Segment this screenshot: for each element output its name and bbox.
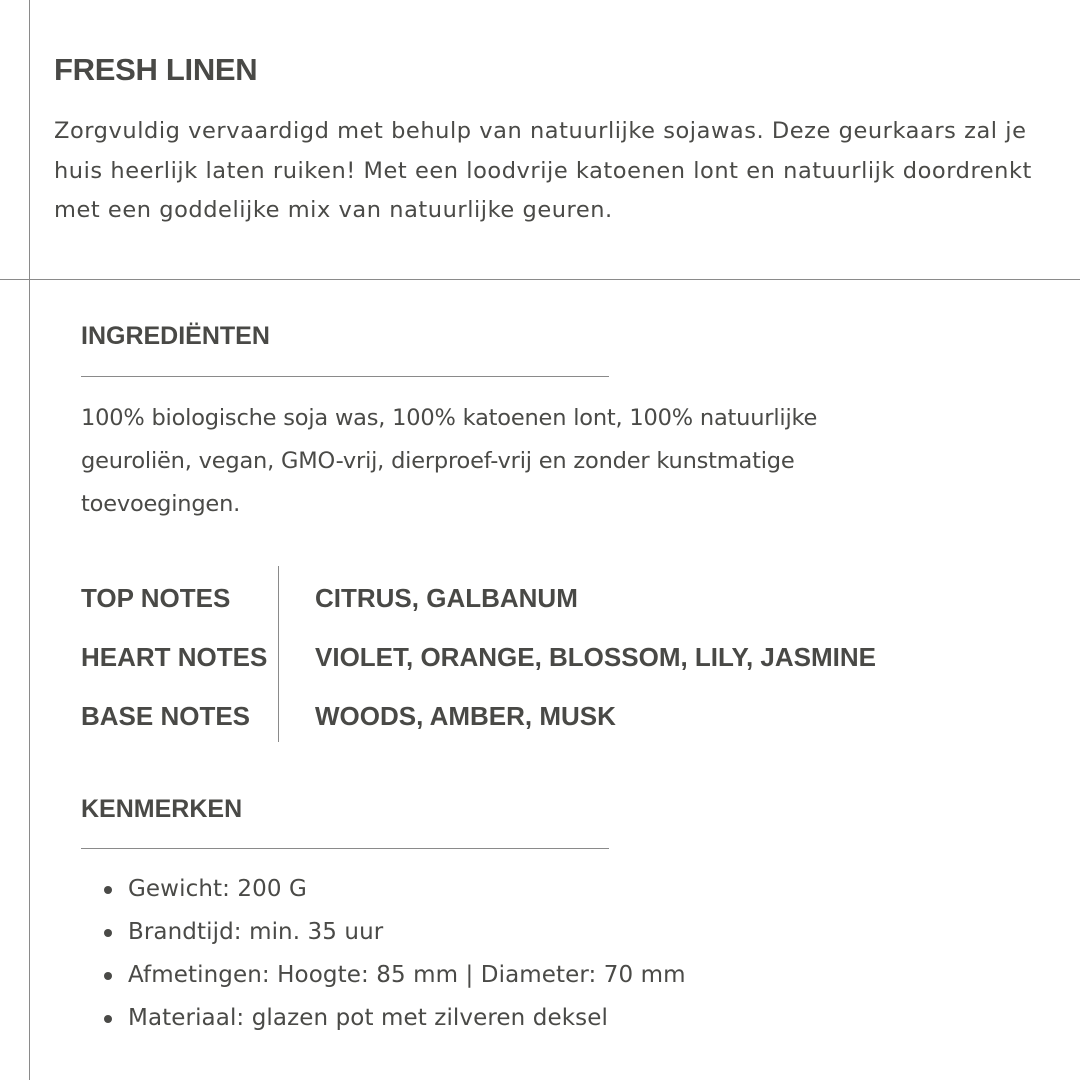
features-heading: KENMERKEN [81, 795, 243, 823]
bullet-icon [104, 972, 112, 980]
features-list [104, 868, 686, 1040]
list-item [104, 997, 686, 1040]
note-row-base [81, 696, 1041, 736]
vertical-divider [29, 0, 30, 1080]
ingredients-rule [81, 376, 609, 377]
note-value: WOODS, AMBER, MUSK [315, 701, 616, 731]
ingredients-text: 100% biologische soja was, 100% katoenen lont, 100% natuurlijke geuroliën, vegan, GMO-vrij, dierproef-vrij en zonder kunstmatige toevoegingen. [81, 405, 818, 517]
list-item [104, 911, 686, 954]
note-label: HEART NOTES [81, 642, 268, 672]
note-label: BASE NOTES [81, 701, 251, 731]
horizontal-divider [0, 279, 1080, 280]
ingredients-heading: INGREDIËNTEN [81, 322, 270, 350]
list-item [104, 954, 686, 997]
note-row-top [81, 578, 1041, 618]
feature-text: Afmetingen: Hoogte: 85 mm | Diameter: 70 mm [128, 962, 686, 988]
feature-text: Gewicht: 200 G [128, 876, 307, 902]
feature-text: Brandtijd: min. 35 uur [128, 919, 384, 945]
bullet-icon [104, 886, 112, 894]
note-value: CITRUS, GALBANUM [315, 583, 578, 613]
features-rule [81, 848, 609, 849]
product-title: FRESH LINEN [54, 52, 258, 87]
bullet-icon [104, 1015, 112, 1023]
note-label: TOP NOTES [81, 583, 231, 613]
feature-text: Materiaal: glazen pot met zilveren deksel [128, 1005, 608, 1031]
product-description: Zorgvuldig vervaardigd met behulp van natuurlijke sojawas. Deze geurkaars zal je huis heerlijk laten ruiken! Met een loodvrije katoenen lont en natuurlijk doordrenkt met een goddelijke mix van natuurlijke geuren. [54, 118, 1032, 223]
list-item [104, 868, 686, 911]
bullet-icon [104, 929, 112, 937]
note-row-heart [81, 637, 1041, 677]
note-value: VIOLET, ORANGE, BLOSSOM, LILY, JASMINE [315, 642, 877, 672]
